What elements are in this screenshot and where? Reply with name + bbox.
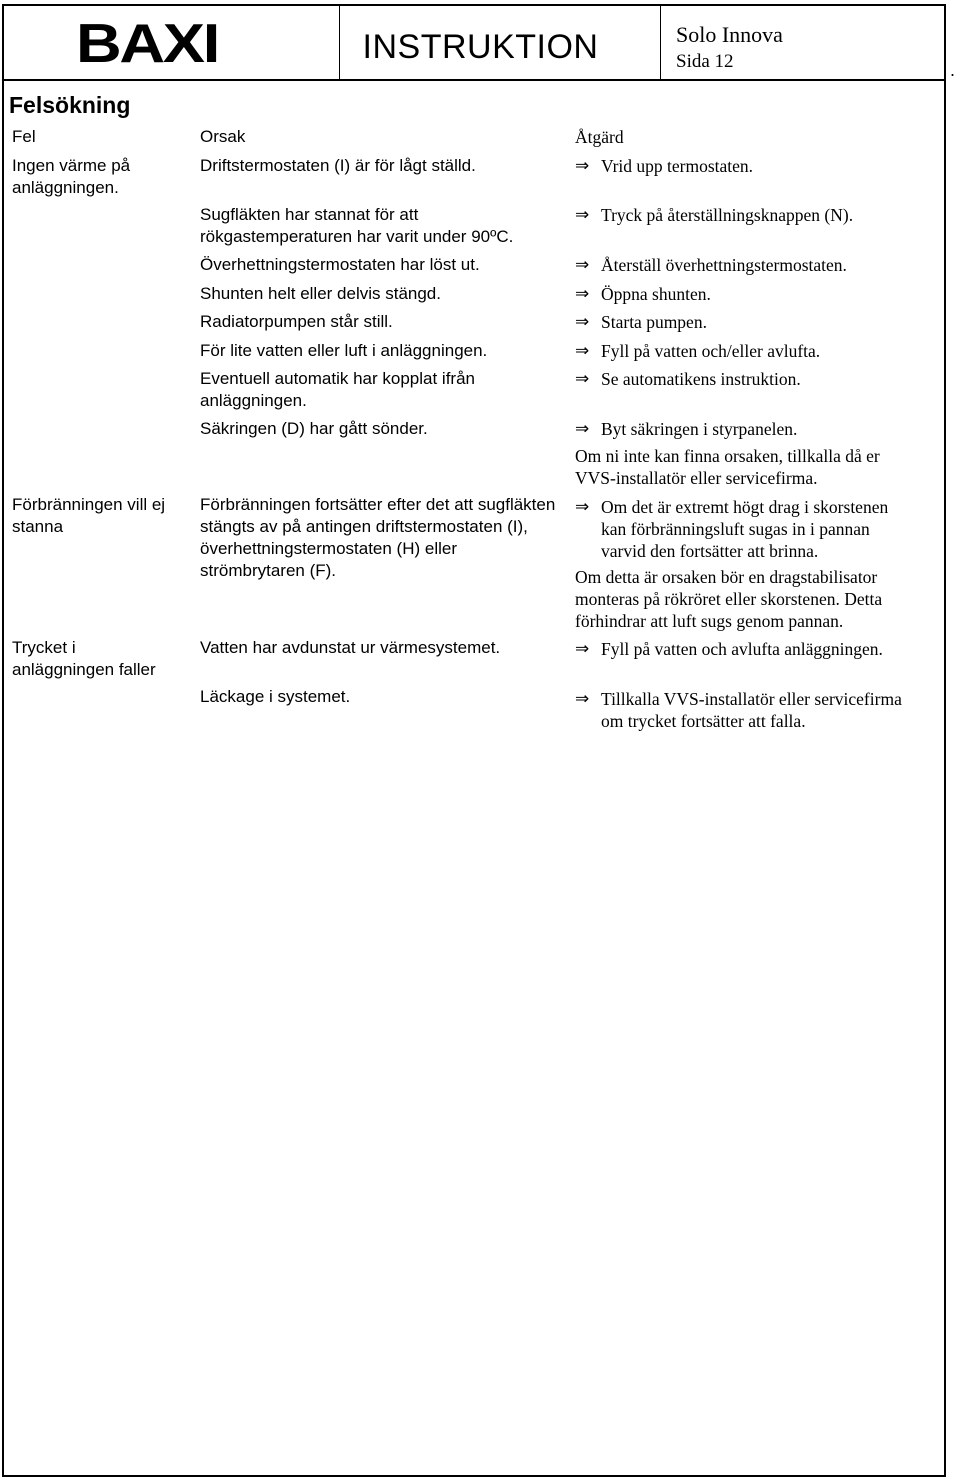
orsak-text: Radiatorpumpen står still. bbox=[200, 312, 393, 331]
svg-text:BAXI: BAXI bbox=[76, 14, 218, 68]
orsak-text: Läckage i systemet. bbox=[200, 687, 351, 706]
orsak-text: Sugfläkten har stannat för att bbox=[200, 205, 419, 224]
arrow-icon: ⇒ bbox=[575, 369, 590, 389]
header-divider bbox=[2, 79, 946, 81]
arrow-icon: ⇒ bbox=[575, 639, 590, 659]
arrow-icon: ⇒ bbox=[575, 419, 590, 439]
atgard-text: Se automatikens instruktion. bbox=[601, 369, 801, 389]
product-name: Solo Innova bbox=[676, 22, 783, 47]
atgard-text: Fyll på vatten och/eller avlufta. bbox=[601, 341, 821, 361]
atgard-text: Byt säkringen i styrpanelen. bbox=[601, 419, 798, 439]
orsak-text: stängts av på antingen driftstermostaten (I), bbox=[200, 517, 528, 536]
arrow-icon: ⇒ bbox=[575, 156, 590, 176]
atgard-text: varvid den fortsätter att brinna. bbox=[601, 541, 819, 561]
fel-text: anläggningen. bbox=[12, 178, 119, 197]
arrow-icon: ⇒ bbox=[575, 255, 590, 275]
atgard-note: förhindrar att luft sugs genom pannan. bbox=[575, 611, 844, 631]
orsak-text: strömbrytaren (F). bbox=[200, 561, 337, 580]
arrow-icon: ⇒ bbox=[575, 497, 590, 517]
orsak-text: Överhettningstermostaten har löst ut. bbox=[200, 255, 480, 274]
atgard-text: Starta pumpen. bbox=[601, 312, 707, 332]
orsak-text: Säkringen (D) har gått sönder. bbox=[200, 419, 428, 438]
column-header-atgard: Åtgärd bbox=[575, 127, 624, 147]
atgard-text: Om det är extremt högt drag i skorstenen bbox=[601, 497, 889, 517]
column-header-orsak: Orsak bbox=[200, 127, 246, 146]
atgard-note: Om detta är orsaken bör en dragstabilisator bbox=[575, 567, 878, 587]
atgard-text: Återställ överhettningstermostaten. bbox=[601, 255, 847, 275]
page-number: Sida 12 bbox=[676, 51, 734, 72]
section-title: Felsökning bbox=[9, 92, 131, 118]
arrow-icon: ⇒ bbox=[575, 341, 590, 361]
arrow-icon: ⇒ bbox=[575, 689, 590, 709]
atgard-text: Öppna shunten. bbox=[601, 284, 711, 304]
atgard-note: monteras på rökröret eller skorstenen. Detta bbox=[575, 589, 883, 609]
orsak-text: Vatten har avdunstat ur värmesystemet. bbox=[200, 638, 501, 657]
orsak-text: Driftstermostaten (I) är för lågt ställd. bbox=[200, 156, 476, 175]
fel-text: anläggningen faller bbox=[12, 660, 156, 679]
orsak-text: anläggningen. bbox=[200, 391, 307, 410]
stray-mark: . bbox=[950, 60, 956, 80]
orsak-text: Förbränningen fortsätter efter det att sugfläkten bbox=[200, 495, 556, 514]
fel-text: Trycket i bbox=[12, 638, 76, 657]
atgard-text: kan förbränningsluft sugas in i pannan bbox=[601, 519, 870, 539]
atgard-note: Om ni inte kan finna orsaken, tillkalla då er bbox=[575, 446, 880, 466]
orsak-text: Eventuell automatik har kopplat ifrån bbox=[200, 369, 475, 388]
orsak-text: rökgastemperaturen har varit under 90ºC. bbox=[200, 227, 514, 246]
document-title: INSTRUKTION bbox=[362, 28, 599, 66]
fel-text: Förbränningen vill ej bbox=[12, 495, 166, 514]
atgard-note: VVS-installatör eller servicefirma. bbox=[575, 468, 818, 488]
atgard-text: Fyll på vatten och avlufta anläggningen. bbox=[601, 639, 883, 659]
orsak-text: Shunten helt eller delvis stängd. bbox=[200, 284, 441, 303]
baxi-logo bbox=[76, 14, 221, 68]
fel-text: stanna bbox=[12, 517, 64, 536]
atgard-text: Vrid upp termostaten. bbox=[601, 156, 754, 176]
arrow-icon: ⇒ bbox=[575, 284, 590, 304]
fel-text: Ingen värme på bbox=[12, 156, 131, 175]
atgard-text: Tryck på återställningsknappen (N). bbox=[601, 205, 854, 225]
arrow-icon: ⇒ bbox=[575, 205, 590, 225]
column-header-fel: Fel bbox=[12, 127, 36, 146]
arrow-icon: ⇒ bbox=[575, 312, 590, 332]
atgard-text: Tillkalla VVS-installatör eller servicefirma bbox=[601, 689, 902, 709]
atgard-text: om trycket fortsätter att falla. bbox=[601, 711, 806, 731]
orsak-text: överhettningstermostaten (H) eller bbox=[200, 539, 458, 558]
header-column-divider bbox=[660, 4, 661, 80]
orsak-text: För lite vatten eller luft i anläggningen. bbox=[200, 341, 488, 360]
